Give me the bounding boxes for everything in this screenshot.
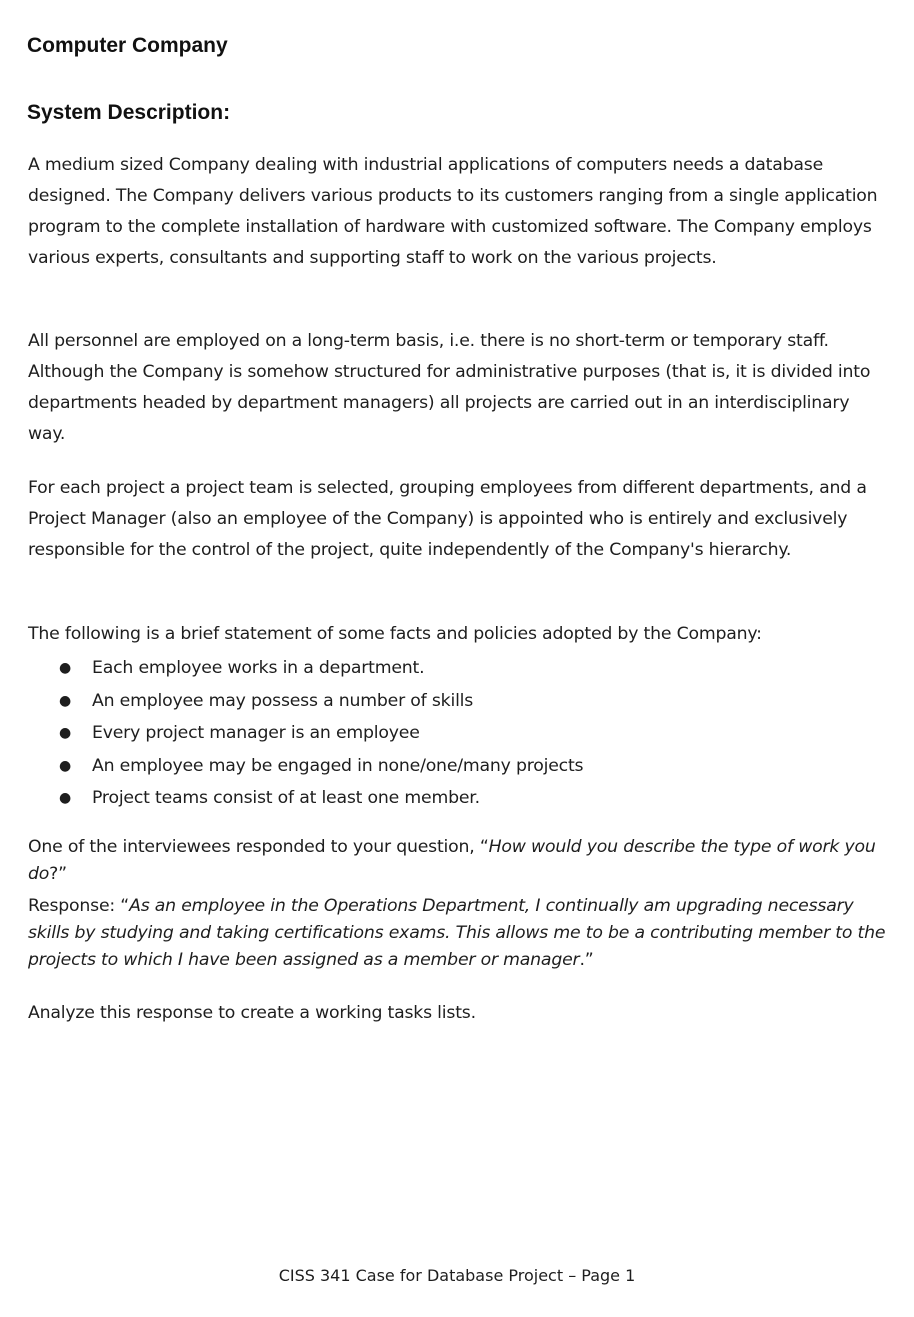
list-item [28,717,888,750]
section-heading: System Description: [27,101,231,124]
list-item [28,685,888,718]
instruction-text: Analyze this response to create a working tasks lists. [28,1003,476,1023]
list-item-text: Every project manager is an employee [92,723,420,743]
interview-response [28,893,888,974]
list-item [28,782,888,815]
bullet-icon: ● [59,790,72,806]
paragraph-intro: A medium sized Company dealing with industrial applications of computers needs a database designed. The Company delivers various products to its customers ranging from a single application program to the complete installation of hardware with customized software. The Company employs various experts, consultants and supporting staff to work on the various projects. [28,155,878,268]
list-item-text: Each employee works in a department. [92,658,425,678]
response-label: Response: “ [28,896,130,916]
question-text: How would you describe the type of work you do [28,837,876,884]
policy-list [28,652,888,815]
question-close: ?” [49,864,67,884]
list-item-text: An employee may be engaged in none/one/many projects [92,755,584,776]
bullet-icon: ● [59,660,72,676]
page-footer: CISS 341 Case for Database Project – Page 1 [278,1266,636,1285]
list-item [28,652,888,685]
list-item [28,750,888,783]
paragraph-policies-intro: The following is a brief statement of some facts and policies adopted by the Company: [28,624,762,644]
paragraph-personnel: All personnel are employed on a long-term basis, i.e. there is no short-term or temporary staff. Although the Company is somehow structured for administrative purposes (that is, it is divided into departments headed by department managers) all projects are carried out in an interdisciplinary way. [28,331,871,444]
response-close: .” [579,950,594,970]
bullet-icon: ● [59,725,72,741]
list-item-text: Project teams consist of at least one member. [92,788,480,808]
question-intro: One of the interviewees responded to your question, “ [28,837,489,857]
response-text: As an employee in the Operations Department, I continually am upgrading necessary skills by studying and taking certifications exams. This allows me to be a contributing member to the projects to which I have been assigned as a member or manager [28,896,886,970]
bullet-icon: ● [59,757,72,774]
paragraph-project-team: For each project a project team is selected, grouping employees from different departments, and a Project Manager (also an employee of the Company) is appointed who is entirely and exclusively responsible for the control of the project, quite independently of the Company's hierarchy. [28,478,867,560]
bullet-icon: ● [59,692,72,709]
document-title: Computer Company [27,34,228,57]
list-item-text: An employee may possess a number of skills [92,690,474,711]
interview-question [28,834,888,888]
